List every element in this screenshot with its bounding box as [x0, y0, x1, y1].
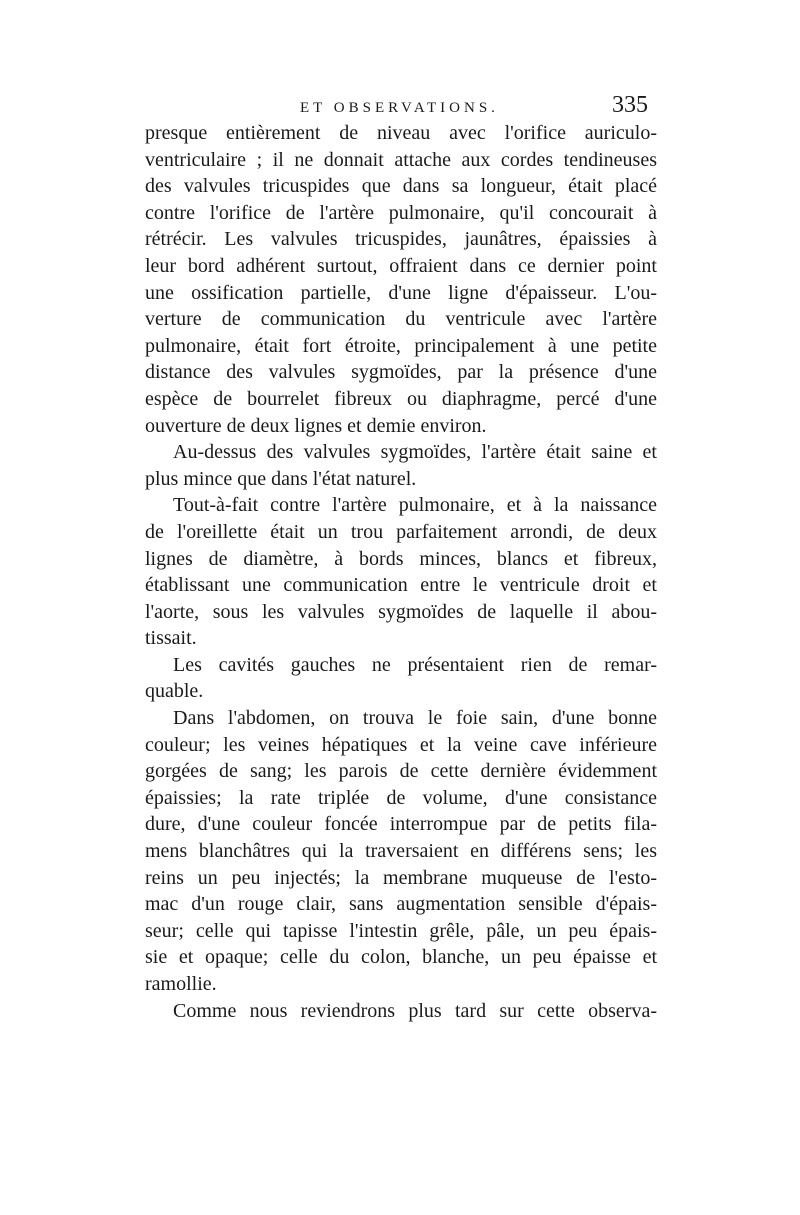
- running-head: ET OBSERVATIONS.: [300, 100, 499, 116]
- text-line: espèce de bourrelet fibreux ou diaphragme, percé d'une: [145, 387, 657, 410]
- text-line: leur bord adhérent surtout, offraient dans ce dernier point: [145, 254, 657, 277]
- paragraph-start-line: Les cavités gauches ne présentaient rien de remar-: [173, 653, 657, 676]
- text-line: de l'oreillette était un trou parfaitement arrondi, de deux: [145, 520, 657, 543]
- text-line: ventriculaire ; il ne donnait attache aux cordes tendineuses: [145, 148, 657, 171]
- text-line: épaissies; la rate triplée de volume, d'une consistance: [145, 786, 657, 809]
- paragraph-start-line: Au-dessus des valvules sygmoïdes, l'artère était saine et: [173, 441, 657, 464]
- text-line: l'aorte, sous les valvules sygmoïdes de laquelle il abou-: [145, 600, 657, 623]
- body-text: [145, 120, 657, 1024]
- text-line: seur; celle qui tapisse l'intestin grêle, pâle, un peu épais-: [145, 919, 657, 942]
- text-line: mac d'un rouge clair, sans augmentation sensible d'épais-: [145, 893, 657, 916]
- paragraph-start-line: Tout-à-fait contre l'artère pulmonaire, et à la naissance: [173, 494, 657, 517]
- text-line: verture de communication du ventricule avec l'artère: [145, 308, 657, 331]
- text-line: établissant une communication entre le ventricule droit et: [145, 574, 657, 597]
- text-line: dure, d'une couleur foncée interrompue par de petits fila-: [145, 813, 657, 836]
- text-line: des valvules tricuspides que dans sa longueur, était placé: [145, 175, 657, 198]
- text-line: quable.: [145, 680, 204, 703]
- text-line: mens blanchâtres qui la traversaient en différens sens; les: [145, 840, 657, 863]
- text-line: reins un peu injectés; la membrane muqueuse de l'esto-: [145, 866, 657, 889]
- text-line: lignes de diamètre, à bords minces, blancs et fibreux,: [145, 547, 657, 570]
- text-line: ouverture de deux lignes et demie environ.: [145, 414, 487, 437]
- paragraph-start-line: Dans l'abdomen, on trouva le foie sain, d'une bonne: [173, 707, 657, 730]
- text-line: ramollie.: [145, 973, 217, 995]
- text-line: rétrécir. Les valvules tricuspides, jaunâtres, épaissies à: [145, 228, 657, 251]
- text-line: une ossification partielle, d'une ligne d'épaisseur. L'ou-: [145, 281, 657, 304]
- text-line: contre l'orifice de l'artère pulmonaire, qu'il concourait à: [145, 201, 657, 224]
- text-line: pulmonaire, était fort étroite, principalement à une petite: [145, 334, 657, 357]
- paragraph-start-line: Comme nous reviendrons plus tard sur cette observa-: [173, 999, 657, 1022]
- page-number: 335: [612, 92, 648, 118]
- text-line: sie et opaque; celle du colon, blanche, un peu épaisse et: [145, 946, 657, 969]
- text-line: distance des valvules sygmoïdes, par la présence d'une: [145, 361, 657, 384]
- text-line: presque entièrement de niveau avec l'orifice auriculo-: [145, 122, 657, 144]
- text-line: gorgées de sang; les parois de cette dernière évidemment: [145, 760, 657, 783]
- text-line: plus mince que dans l'état naturel.: [145, 467, 417, 490]
- text-line: couleur; les veines hépatiques et la veine cave inférieure: [145, 733, 657, 756]
- text-line: tissait.: [145, 627, 197, 650]
